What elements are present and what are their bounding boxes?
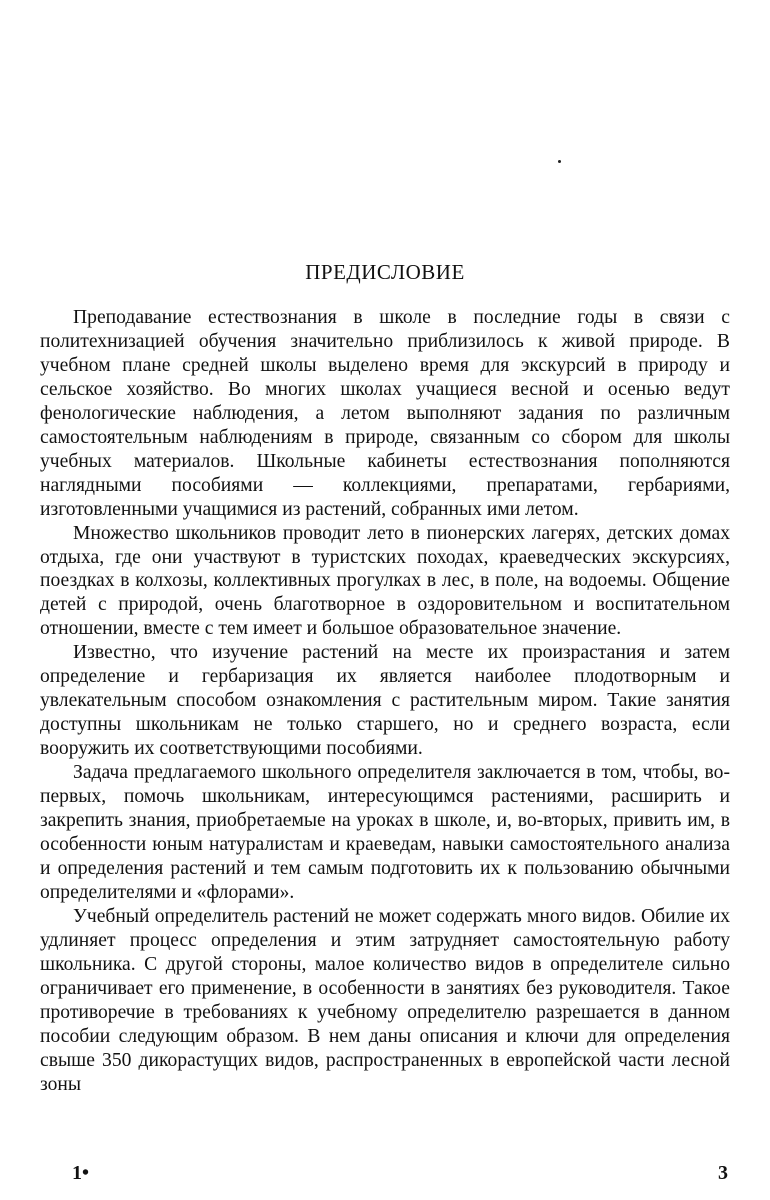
paragraph: Множество школьников проводит лето в пионерских лагерях, детских домах отдыха, где они участвуют в туристских походах, краеведческих экскурсиях, поездках в колхозы, коллективных прогулках в лес, в поле, на водоемы. Общение детей с природой, очень благотворное в оздоровительном и воспитательном отношении, вместе с тем имеет и большое образовательное значение. bbox=[40, 522, 730, 640]
signature-mark: 1• bbox=[72, 1162, 90, 1184]
paragraph: Задача предлагаемого школьного определителя заключается в том, чтобы, во-первых, помочь школьникам, интересующимся растениями, расширить и закрепить знания, приобретаемые на уроках в школе, и, во-вторых, привить им, в особенности юным натуралистам и краеведам, навыки самостоятельного анализа и определения растений и тем самым подготовить их к пользованию обычными определителями и «флорами». bbox=[40, 762, 730, 903]
page-title: ПРЕДИСЛОВИЕ bbox=[305, 260, 465, 284]
paragraph: Преподавание естествознания в школе в последние годы в связи с политехнизацией обучения значительно приблизилось к живой природе. В учебном плане средней школы выделено время для экскурсий в природу и сельское хозяйство. Во многих школах учащиеся весной и осенью ведут фенологические наблюдения, а летом выполняют задания по различным самостоятельным наблюдениям в природе, связанным со сбором для школы учебных материалов. Школьные кабинеты естествознания пополняются наглядными пособиями — коллекциями, препаратами, гербариями, изготовленными учащимися из растений, собранных ими летом. bbox=[40, 307, 730, 520]
paragraph: Учебный определитель растений не может содержать много видов. Обилие их удлиняет процесс определения и этим затрудняет самостоятельную работу школьника. С другой стороны, малое количество видов в определителе сильно ограничивает его применение, в особенности в занятиях без руководителя. Такое противоречие в требованиях к учебному определителю разрешается в данном пособии следующим образом. В нем даны описания и ключи для определения свыше 350 дикорастущих видов, распространенных в европейской части лесной зоны bbox=[40, 905, 730, 1095]
print-speck bbox=[558, 160, 561, 163]
page-number: 3 bbox=[718, 1162, 728, 1184]
paragraph: Известно, что изучение растений на месте их произрастания и затем определение и гербаризация их является наиболее плодотворным и увлекательным способом ознакомления с растительным миром. Такие занятия доступны школьникам не только старшего, но и среднего возраста, если вооружить их соответствующими пособиями. bbox=[40, 642, 730, 760]
preface-body bbox=[40, 306, 730, 1096]
